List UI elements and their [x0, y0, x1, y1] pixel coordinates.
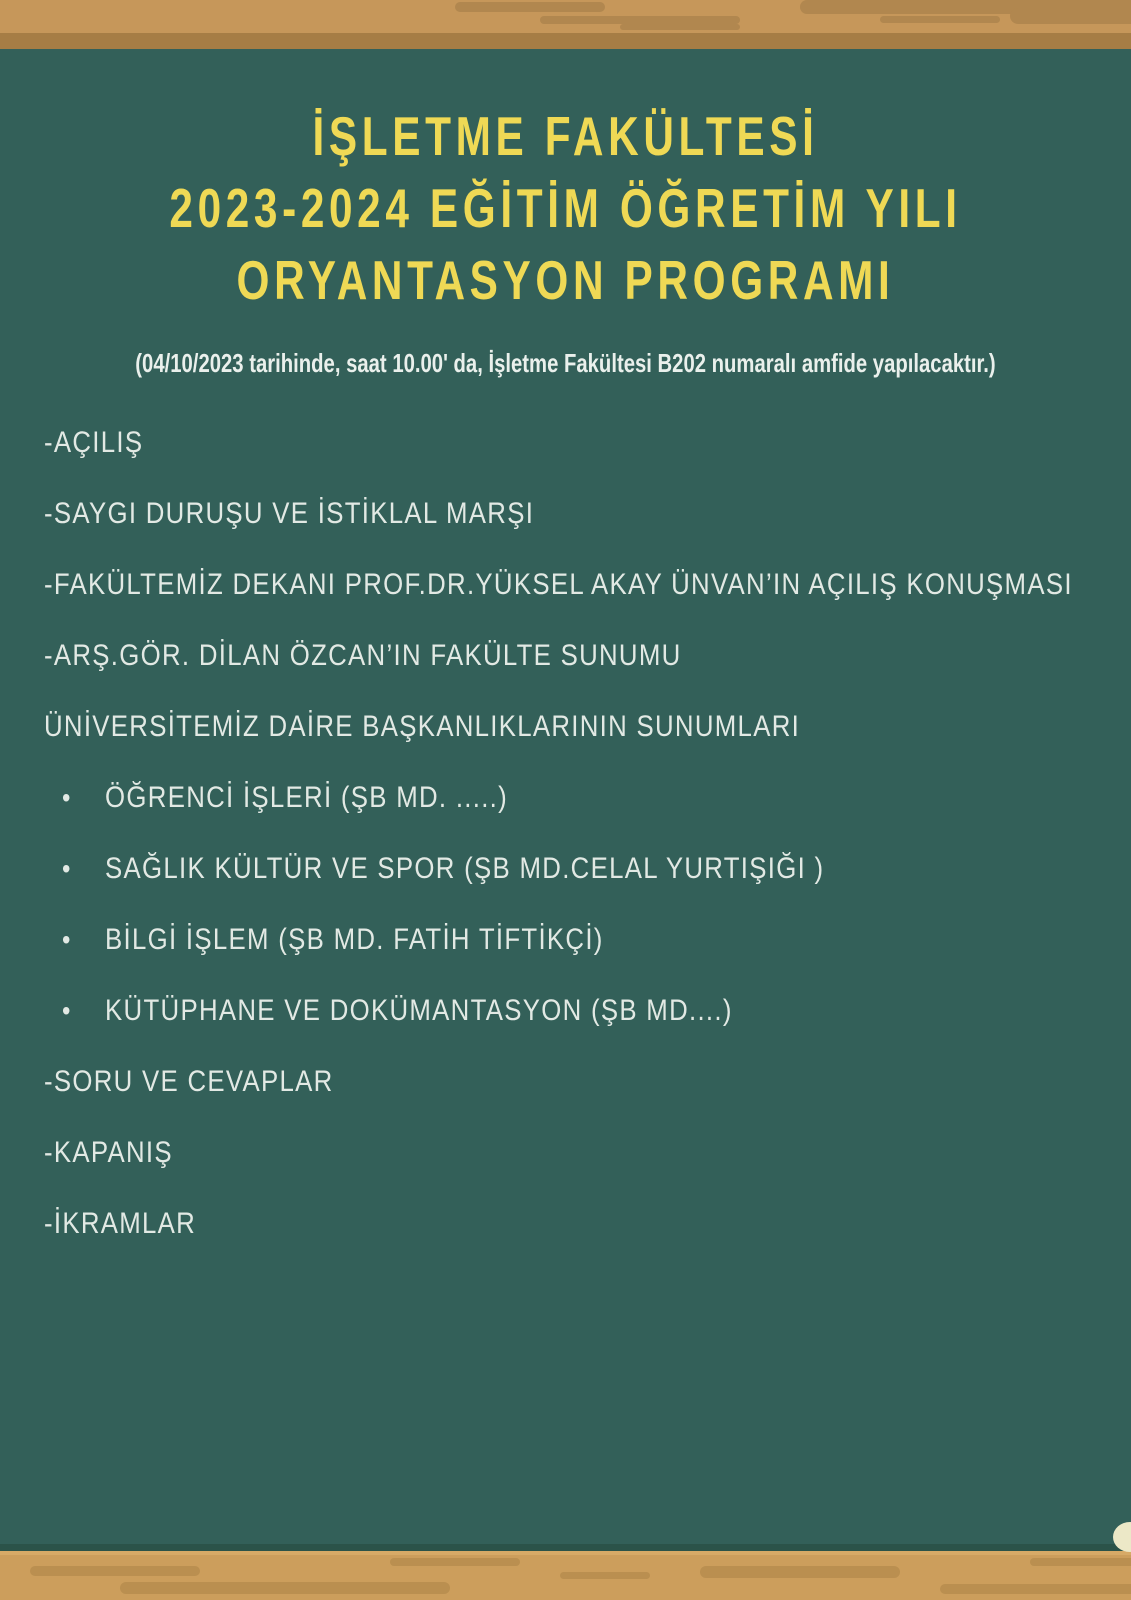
program-item — [44, 424, 1087, 462]
program-item-text: -FAKÜLTEMİZ DEKANI PROF.DR.YÜKSEL AKAY ÜNVAN’IN AÇILIŞ KONUŞMASI — [44, 568, 1073, 601]
program-item-text: -KAPANIŞ — [44, 1136, 173, 1169]
program-item — [44, 992, 1087, 1030]
wood-grain-smudge — [940, 1584, 1131, 1594]
bullet-icon: • — [62, 782, 72, 813]
wood-tray-highlight — [0, 1551, 1131, 1555]
program-item — [44, 1134, 1087, 1172]
wood-grain-smudge — [1010, 8, 1131, 24]
board-bottom-edge — [0, 1544, 1131, 1551]
program-item-text: SAĞLIK KÜLTÜR VE SPOR (ŞB MD.CELAL YURTIŞIĞI ) — [105, 852, 825, 885]
wood-grain-smudge — [880, 16, 1000, 23]
wood-grain-smudge — [120, 1582, 450, 1594]
program-item — [44, 779, 1087, 817]
wood-grain-smudge — [540, 16, 740, 24]
program-item-text: BİLGİ İŞLEM (ŞB MD. FATİH TİFTİKÇİ) — [105, 923, 604, 956]
wood-grain-smudge — [30, 1566, 200, 1576]
wood-grain-smudge — [390, 1558, 520, 1566]
program-item-text: -ARŞ.GÖR. DİLAN ÖZCAN’IN FAKÜLTE SUNUMU — [44, 639, 682, 672]
program-item-text: -SORU VE CEVAPLAR — [44, 1065, 334, 1098]
program-item-text: -AÇILIŞ — [44, 426, 144, 459]
title-line-1: İŞLETME FAKÜLTESİ — [312, 105, 819, 167]
program-item-text: ÜNİVERSİTEMİZ DAİRE BAŞKANLIKLARININ SUNUMLARI — [44, 710, 801, 743]
program-item-text: -İKRAMLAR — [44, 1207, 197, 1240]
page-title — [130, 100, 1001, 316]
program-item — [44, 495, 1087, 533]
program-item — [44, 566, 1087, 604]
program-item — [44, 850, 1087, 888]
bullet-icon: • — [62, 995, 72, 1026]
program-item — [44, 1205, 1087, 1243]
wood-top-frame-shadow — [0, 33, 1131, 49]
program-item — [44, 921, 1087, 959]
wood-grain-smudge — [455, 2, 605, 12]
wood-grain-smudge — [560, 1572, 650, 1579]
program-item — [44, 637, 1087, 675]
wood-grain-smudge — [620, 24, 740, 30]
event-date-location: (04/10/2023 tarihinde, saat 10.00' da, İşletme Fakültesi B202 numaralı amfide yapılacaktır.) — [135, 348, 996, 378]
bullet-icon: • — [62, 853, 72, 884]
program-item — [44, 708, 1087, 746]
bullet-icon: • — [62, 924, 72, 955]
program-item — [44, 1063, 1087, 1101]
program-item-text: ÖĞRENCİ İŞLERİ (ŞB MD. .....) — [105, 781, 509, 814]
title-line-2: 2023-2024 EĞİTİM ÖĞRETİM YILI — [169, 177, 962, 239]
program-item-text: -SAYGI DURUŞU VE İSTİKLAL MARŞI — [44, 497, 535, 530]
program-list — [44, 424, 1087, 1276]
program-item-text: KÜTÜPHANE VE DOKÜMANTASYON (ŞB MD....) — [105, 994, 733, 1027]
wood-grain-smudge — [700, 1566, 900, 1578]
title-line-3: ORYANTASYON PROGRAMI — [236, 249, 895, 311]
wood-grain-smudge — [1030, 1558, 1131, 1566]
